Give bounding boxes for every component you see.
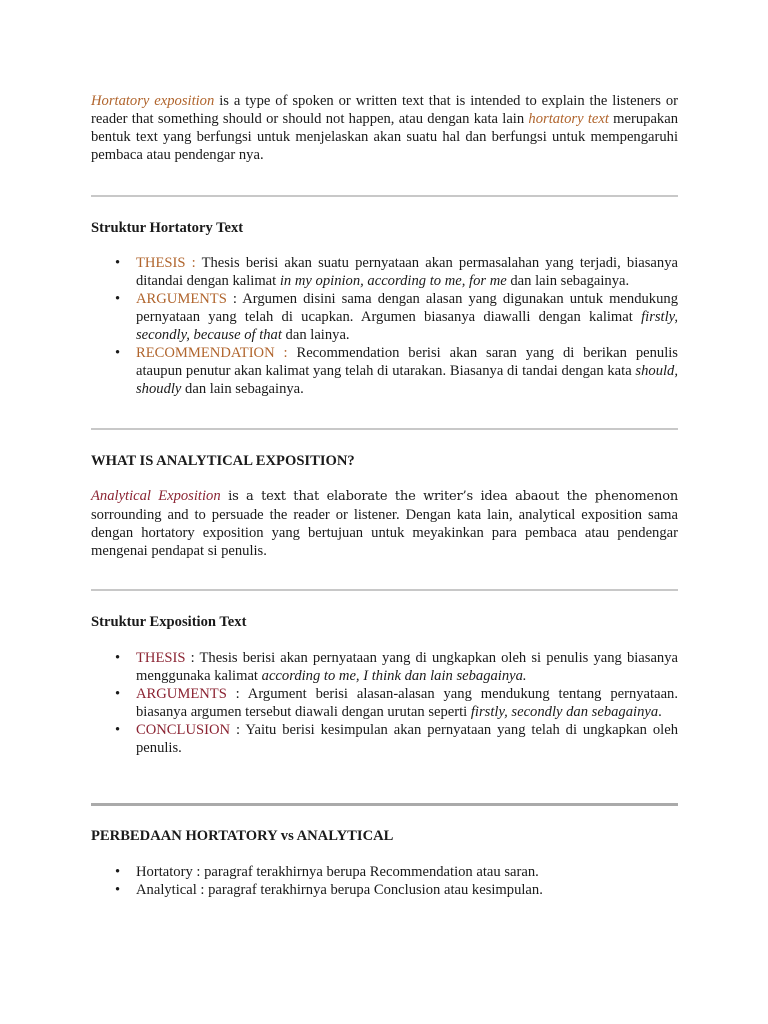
list-item xyxy=(91,881,678,899)
divider xyxy=(91,803,678,806)
list-item xyxy=(91,721,678,757)
text-segment: : Thesis berisi akan pernyataan yang di ungkapkan oleh si penulis yang biasanya menggunaka kalimat xyxy=(136,650,678,684)
text-segment: dan lain sebagainya. xyxy=(506,273,630,289)
text-segment: THESIS xyxy=(136,650,186,666)
section-heading-differences: PERBEDAAN HORTATORY vs ANALYTICAL xyxy=(91,828,394,844)
text-segment: in my opinion, according to me, for me xyxy=(279,273,507,289)
text-segment: Hortatory : paragraf terakhirnya berupa Recommendation atau saran. xyxy=(136,864,539,880)
list-item xyxy=(91,863,678,881)
text-segment: merupakan bentuk text yang berfungsi untuk menjelaskan akan suatu hal dan berfungsi untuk mempengaruhi pembaca atau pendengar nya. xyxy=(91,111,678,163)
list-item xyxy=(91,685,678,721)
hortatory-structure-list xyxy=(91,254,678,398)
divider xyxy=(91,195,678,197)
text-segment: is a type of spoken or written text that is intended to explain the listeners or reader that something should or should not happen, atau dengan kata lain xyxy=(91,93,678,127)
text-segment: firstly, secondly dan sebagainya xyxy=(470,704,659,720)
text-segment: should, shoudly xyxy=(136,363,678,397)
text-segment: CONCLUSION xyxy=(136,722,231,738)
text-segment: ARGUMENTS xyxy=(136,291,227,307)
exposition-structure-list xyxy=(91,649,678,757)
text-segment: Recommendation berisi akan saran yang di berikan penulis ataupun penutur akan kalimat yang telah di utarakan. Biasanya di tandai dengan kata xyxy=(136,345,678,379)
text-segment: Hortatory exposition xyxy=(91,93,215,109)
text-segment: firstly, secondly, because of that xyxy=(136,309,678,343)
text-segment: ARGUMENTS xyxy=(136,686,227,702)
list-item xyxy=(91,344,678,398)
differences-list xyxy=(91,863,678,899)
text-segment: THESIS : xyxy=(136,255,202,271)
text-segment: RECOMMENDATION : xyxy=(136,345,297,361)
text-segment: according to me, I think dan lain sebagainya. xyxy=(261,668,527,684)
text-segment: : Argumen disini sama dengan alasan yang digunakan untuk mendukung pernyataan yang telah di ucapkan. Argumen biasanya diawalli dengan kalimat xyxy=(136,291,678,325)
text-segment: dan lain sebagainya. xyxy=(181,381,304,397)
text-segment: dan lainya. xyxy=(281,327,350,343)
list-item xyxy=(91,649,678,685)
text-segment: sorrounding and to persuade the reader or listener. Dengan kata lain, analytical exposition sama dengan hortatory exposition yang bertujuan untuk meyakinkan para pembaca atau pendengar mengenai pendapat si penulis. xyxy=(91,507,678,559)
intro-paragraph xyxy=(91,92,678,164)
text-segment: Thesis berisi akan suatu pernyataan akan permasalahan yang terjadi, biasanya ditandai dengan kalimat xyxy=(136,255,678,289)
text-segment: is a text that elaborate the writer’s idea abaout the phenomenon xyxy=(220,489,678,504)
text-segment: : Yaitu berisi kesimpulan akan pernyataan yang telah di ungkapkan oleh penulis. xyxy=(136,722,678,756)
divider xyxy=(91,428,678,430)
section-heading-analytical: WHAT IS ANALYTICAL EXPOSITION? xyxy=(91,453,355,469)
section-heading-hortatory-structure: Struktur Hortatory Text xyxy=(91,220,244,236)
text-segment: . xyxy=(658,704,662,720)
divider xyxy=(91,589,678,591)
analytical-paragraph xyxy=(91,487,678,560)
list-item xyxy=(91,254,678,290)
list-item xyxy=(91,290,678,344)
text-segment: Analytical Exposition xyxy=(91,488,221,504)
text-segment: : Argument berisi alasan-alasan yang mendukung tentang pernyataan. biasanya argumen tersebut diawali dengan urutan seperti xyxy=(136,686,678,720)
text-segment: hortatory text xyxy=(528,111,609,127)
text-segment: Analytical : paragraf terakhirnya berupa Conclusion atau kesimpulan. xyxy=(136,882,543,898)
section-heading-exposition-structure: Struktur Exposition Text xyxy=(91,614,247,630)
